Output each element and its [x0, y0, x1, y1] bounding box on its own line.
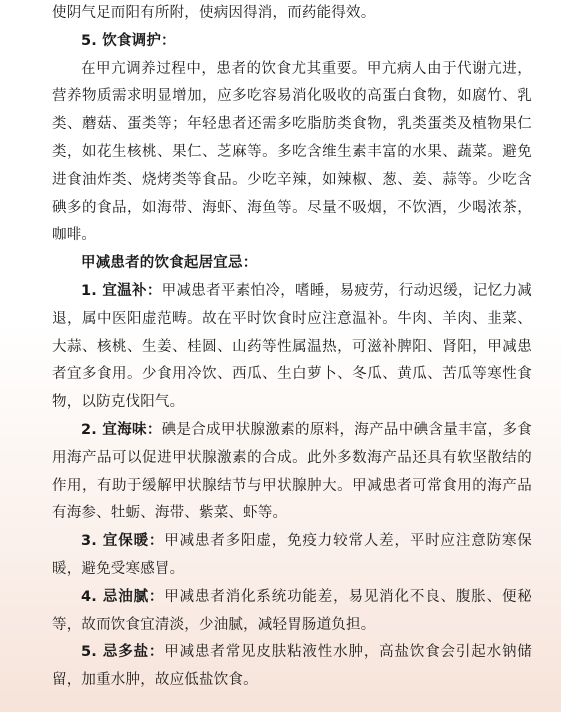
intro-paragraph: 使阴气足而阳有所附，使病因得消，而药能得效。 [52, 5, 376, 21]
hypo-item-text: 甲减患者消化系统功能差，易见消化不良、腹胀、便秘等，故而饮食宜清淡，少油腻，减轻胃肠道负担。 [52, 588, 532, 633]
hypo-item-text: 碘是合成甲状腺激素的原料，海产品中碘含量丰富，多食用海产品可以促进甲状腺激素的合成。此外多数海产品还具有软坚散结的作用，有助于缓解甲状腺结节与甲状腺肿大。甲减患者可常食用的海产品有海参、牡蛎、海带、紫菜、虾等。 [52, 421, 532, 522]
hypo-item-1 [52, 278, 532, 417]
document-page [52, 0, 532, 695]
hypo-item-5 [52, 639, 532, 695]
hypo-item-text: 甲减患者常见皮肤粘液性水肿，高盐饮食会引起水钠储留，加重水肿，故应低盐饮食。 [52, 644, 532, 689]
hypo-item-label: 3. 宜保暖： [81, 533, 165, 550]
hypo-item-label: 1. 宜温补： [81, 282, 162, 299]
hypo-item-4 [52, 584, 532, 640]
hypo-item-3 [52, 528, 532, 584]
hypo-item-text: 甲减患者平素怕冷，嗜睡，易疲劳，行动迟缓，记忆力减退，属中医阳虚范畴。故在平时饮食时应注意温补。牛肉、羊肉、韭菜、大蒜、核桃、生姜、桂圆、山药等性属温热，可滋补脾阳、肾阳，甲减患者宜多食用。少食用冷饮、西瓜、生白萝卜、冬瓜、黄瓜、苦瓜等寒性食物，以防克伐阳气。 [52, 282, 532, 411]
diet-heading: 5. 饮食调护： [81, 32, 176, 49]
diet-paragraph: 在甲亢调养过程中，患者的饮食尤其重要。甲亢病人由于代谢亢进，营养物质需求明显增加，应多吃容易消化吸收的高蛋白食物，如腐竹、乳类、蘑菇、蛋类等；年轻患者还需多吃脂肪类食物，乳类蛋类及植物果仁类，如花生核桃、果仁、芝麻等。多吃含维生素丰富的水果、蔬菜。避免进食油炸类、烧烤类等食品。少吃辛辣，如辣椒、葱、姜、蒜等。少吃含碘多的食品，如海带、海虾、海鱼等。尽量不吸烟，不饮酒，少喝浓茶，咖啡。 [52, 60, 532, 244]
hypo-item-2 [52, 417, 532, 528]
hypo-item-label: 5. 忌多盐： [81, 644, 165, 661]
hypo-item-label: 2. 宜海味： [81, 421, 162, 438]
hypo-heading: 甲减患者的饮食起居宜忌： [81, 255, 258, 272]
hypo-item-label: 4. 忌油腻： [81, 588, 165, 605]
hypo-item-text: 甲减患者多阳虚，免疫力较常人差，平时应注意防寒保暖，避免受寒感冒。 [52, 533, 532, 577]
